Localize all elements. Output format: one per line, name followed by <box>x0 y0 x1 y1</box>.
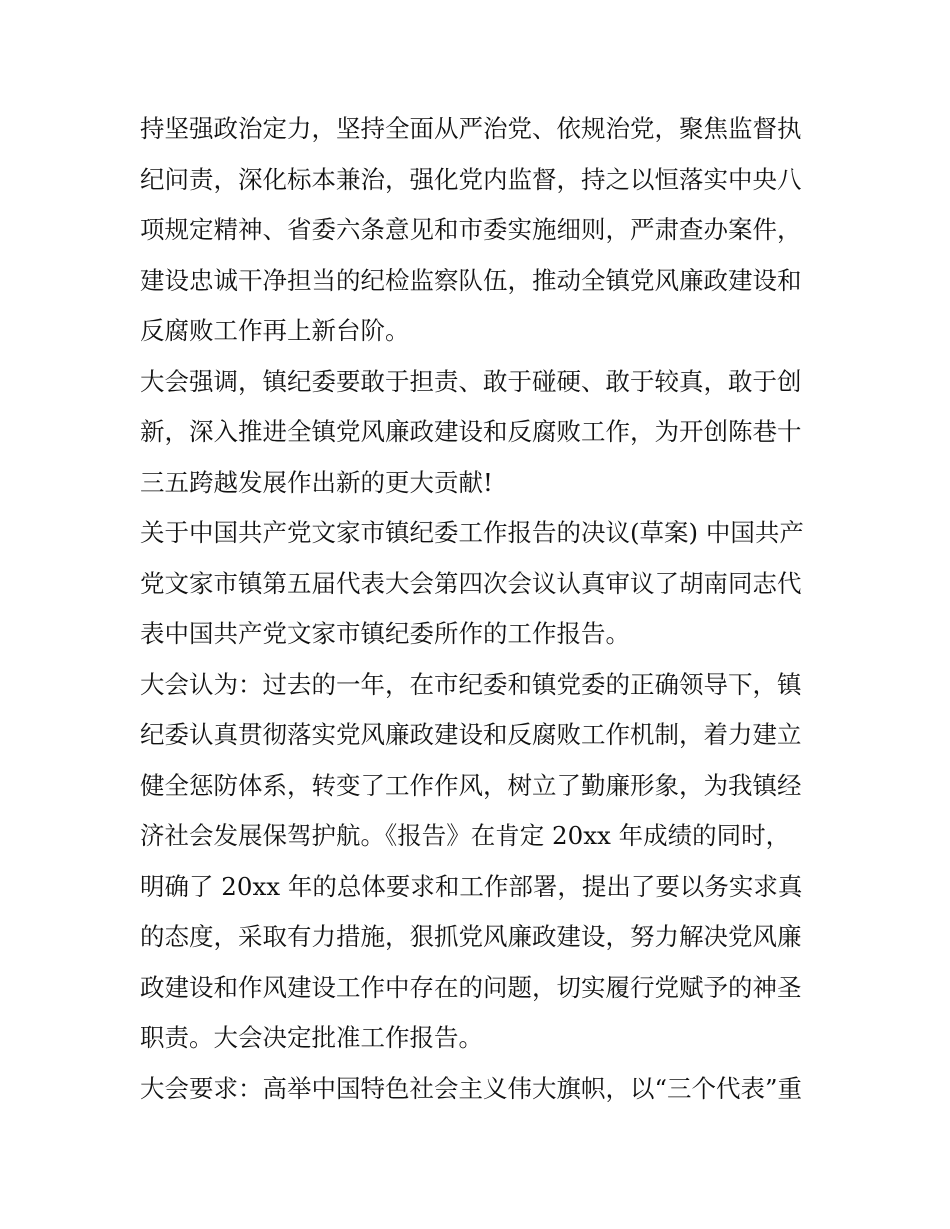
text-line: 表中国共产党文家市镇纪委所作的工作报告。 <box>140 619 630 648</box>
text-line: 政建设和作风建设工作中存在的问题，切实履行党赋予的神圣 <box>140 972 802 1002</box>
text-line: 反腐败工作再上新台阶。 <box>140 316 410 345</box>
text-line: 建设忠诚干净担当的纪检监察队伍，推动全镇党风廉政建设和 <box>140 265 802 295</box>
text-line: 济社会发展保驾护航。《报告》在肯定 20xx 年成绩的同时， <box>140 821 791 850</box>
text-line: 明确了 20xx 年的总体要求和工作部署，提出了要以务实求真 <box>140 871 803 901</box>
text-line: 纪问责，深化标本兼治，强化党内监督，持之以恒落实中央八 <box>140 164 802 194</box>
text-line: 党文家市镇第五届代表大会第四次会议认真审议了胡南同志代 <box>140 568 802 598</box>
text-line: 持坚强政治定力，坚持全面从严治党、依规治党，聚焦监督执 <box>140 114 802 143</box>
text-line: 大会要求：高举中国特色社会主义伟大旗帜，以“三个代表”重 <box>140 1073 803 1103</box>
text-line: 大会强调，镇纪委要敢于担责、敢于碰硬、敢于较真，敢于创 <box>140 366 802 396</box>
text-line: 三五跨越发展作出新的更大贡献! <box>140 467 493 497</box>
text-line: 项规定精神、省委六条意见和市委实施细则，严肃查办案件， <box>140 215 802 244</box>
text-line: 职责。大会决定批准工作报告。 <box>140 1023 483 1052</box>
text-line: 健全惩防体系，转变了工作作风，树立了勤廉形象，为我镇经 <box>140 770 802 800</box>
text-line: 新，深入推进全镇党风廉政建设和反腐败工作，为开创陈巷十 <box>140 417 802 446</box>
text-line: 纪委认真贯彻落实党风廉政建设和反腐败工作机制，着力建立 <box>140 720 802 749</box>
text-line: 关于中国共产党文家市镇纪委工作报告的决议(草案) 中国共产 <box>140 518 804 547</box>
text-line: 的态度，采取有力措施，狠抓党风廉政建设，努力解决党风廉 <box>140 922 802 951</box>
body-text <box>140 104 830 1114</box>
text-line: 大会认为：过去的一年，在市纪委和镇党委的正确领导下，镇 <box>140 669 802 699</box>
